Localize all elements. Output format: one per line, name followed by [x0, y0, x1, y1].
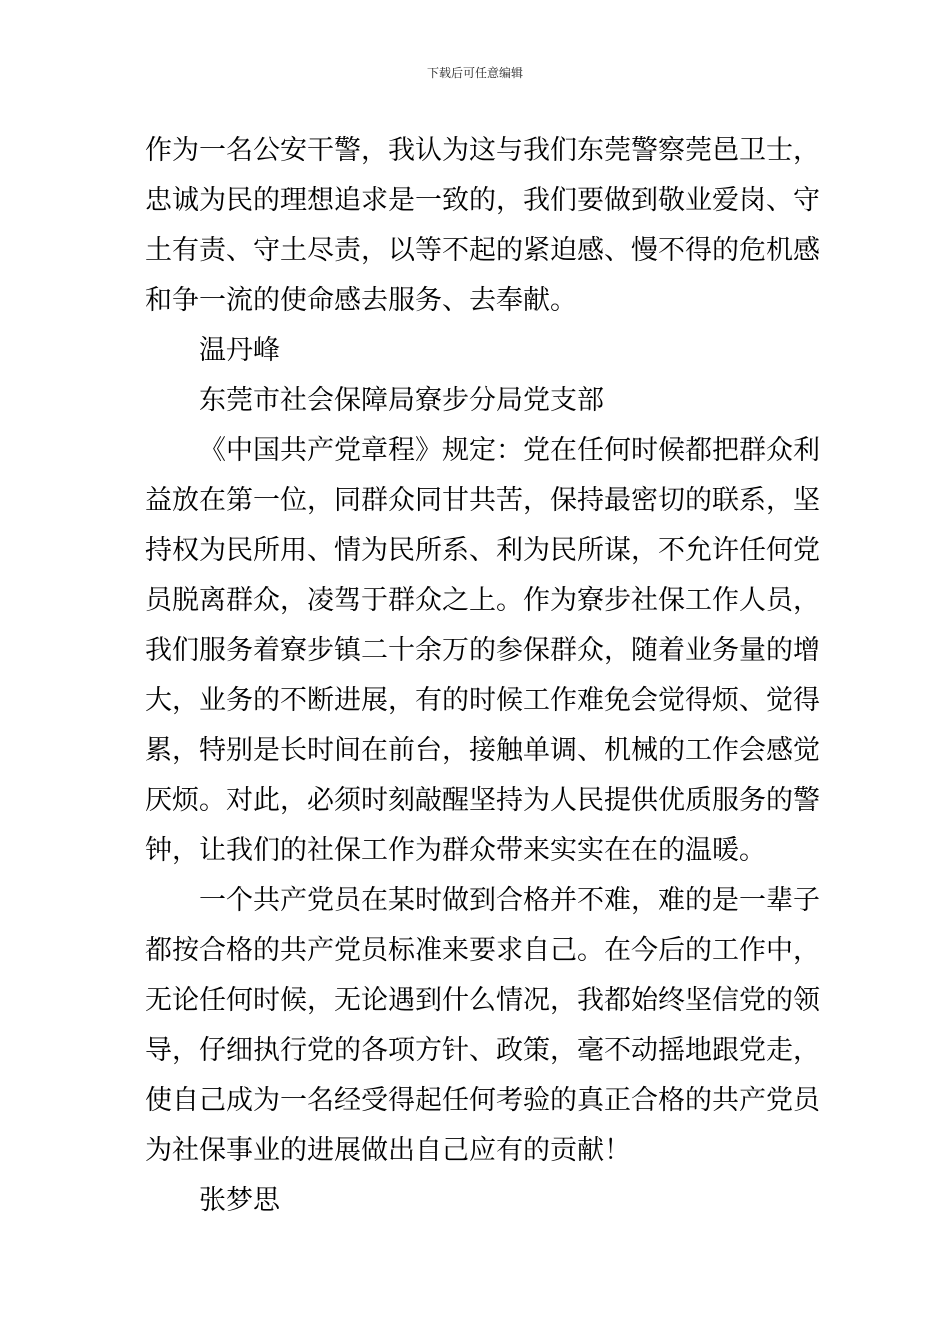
text-line: 土有责、守土尽责，以等不起的紧迫感、慢不得的危机感 [145, 235, 820, 266]
author-name: 温丹峰 [199, 335, 280, 366]
text-line: 作为一名公安干警，我认为这与我们东莞警察莞邑卫士， [145, 135, 820, 166]
text-line: 导，仔细执行党的各项方针、政策，毫不动摇地跟党走， [145, 1035, 820, 1066]
text-line: 持权为民所用、情为民所系、利为民所谋，不允许任何党 [145, 535, 820, 566]
text-line: 无论任何时候，无论遇到什么情况，我都始终坚信党的领 [145, 985, 820, 1016]
document-body [145, 126, 820, 1226]
text-line: 都按合格的共产党员标准来要求自己。在今后的工作中， [145, 935, 820, 966]
text-line: 钟，让我们的社保工作为群众带来实实在在的温暖。 [145, 835, 766, 866]
text-line: 忠诚为民的理想追求是一致的，我们要做到敬业爱岗、守 [145, 185, 820, 216]
author-name: 张梦思 [199, 1185, 280, 1216]
organization-name: 东莞市社会保障局寮步分局党支部 [199, 385, 604, 416]
text-line: 为社保事业的进展做出自己应有的贡献！ [145, 1135, 631, 1166]
page-header: 下载后可任意编辑 [426, 66, 523, 80]
text-line: 一个共产党员在某时做到合格并不难，难的是一辈子 [199, 885, 820, 916]
text-line: 厌烦。对此，必须时刻敲醒坚持为人民提供优质服务的警 [145, 785, 820, 816]
text-line: 大，业务的不断进展，有的时候工作难免会觉得烦、觉得 [145, 685, 820, 716]
text-line: 我们服务着寮步镇二十余万的参保群众，随着业务量的增 [145, 635, 820, 666]
text-line: 员脱离群众，凌驾于群众之上。作为寮步社保工作人员， [145, 585, 820, 616]
text-line: 益放在第一位，同群众同甘共苦，保持最密切的联系，坚 [145, 485, 820, 516]
text-line: 使自己成为一名经受得起任何考验的真正合格的共产党员 [145, 1085, 820, 1116]
text-line: 和争一流的使命感去服务、去奉献。 [145, 285, 577, 316]
text-line: 《中国共产党章程》规定：党在任何时候都把群众利 [199, 435, 820, 466]
text-line: 累，特别是长时间在前台，接触单调、机械的工作会感觉 [145, 735, 820, 766]
